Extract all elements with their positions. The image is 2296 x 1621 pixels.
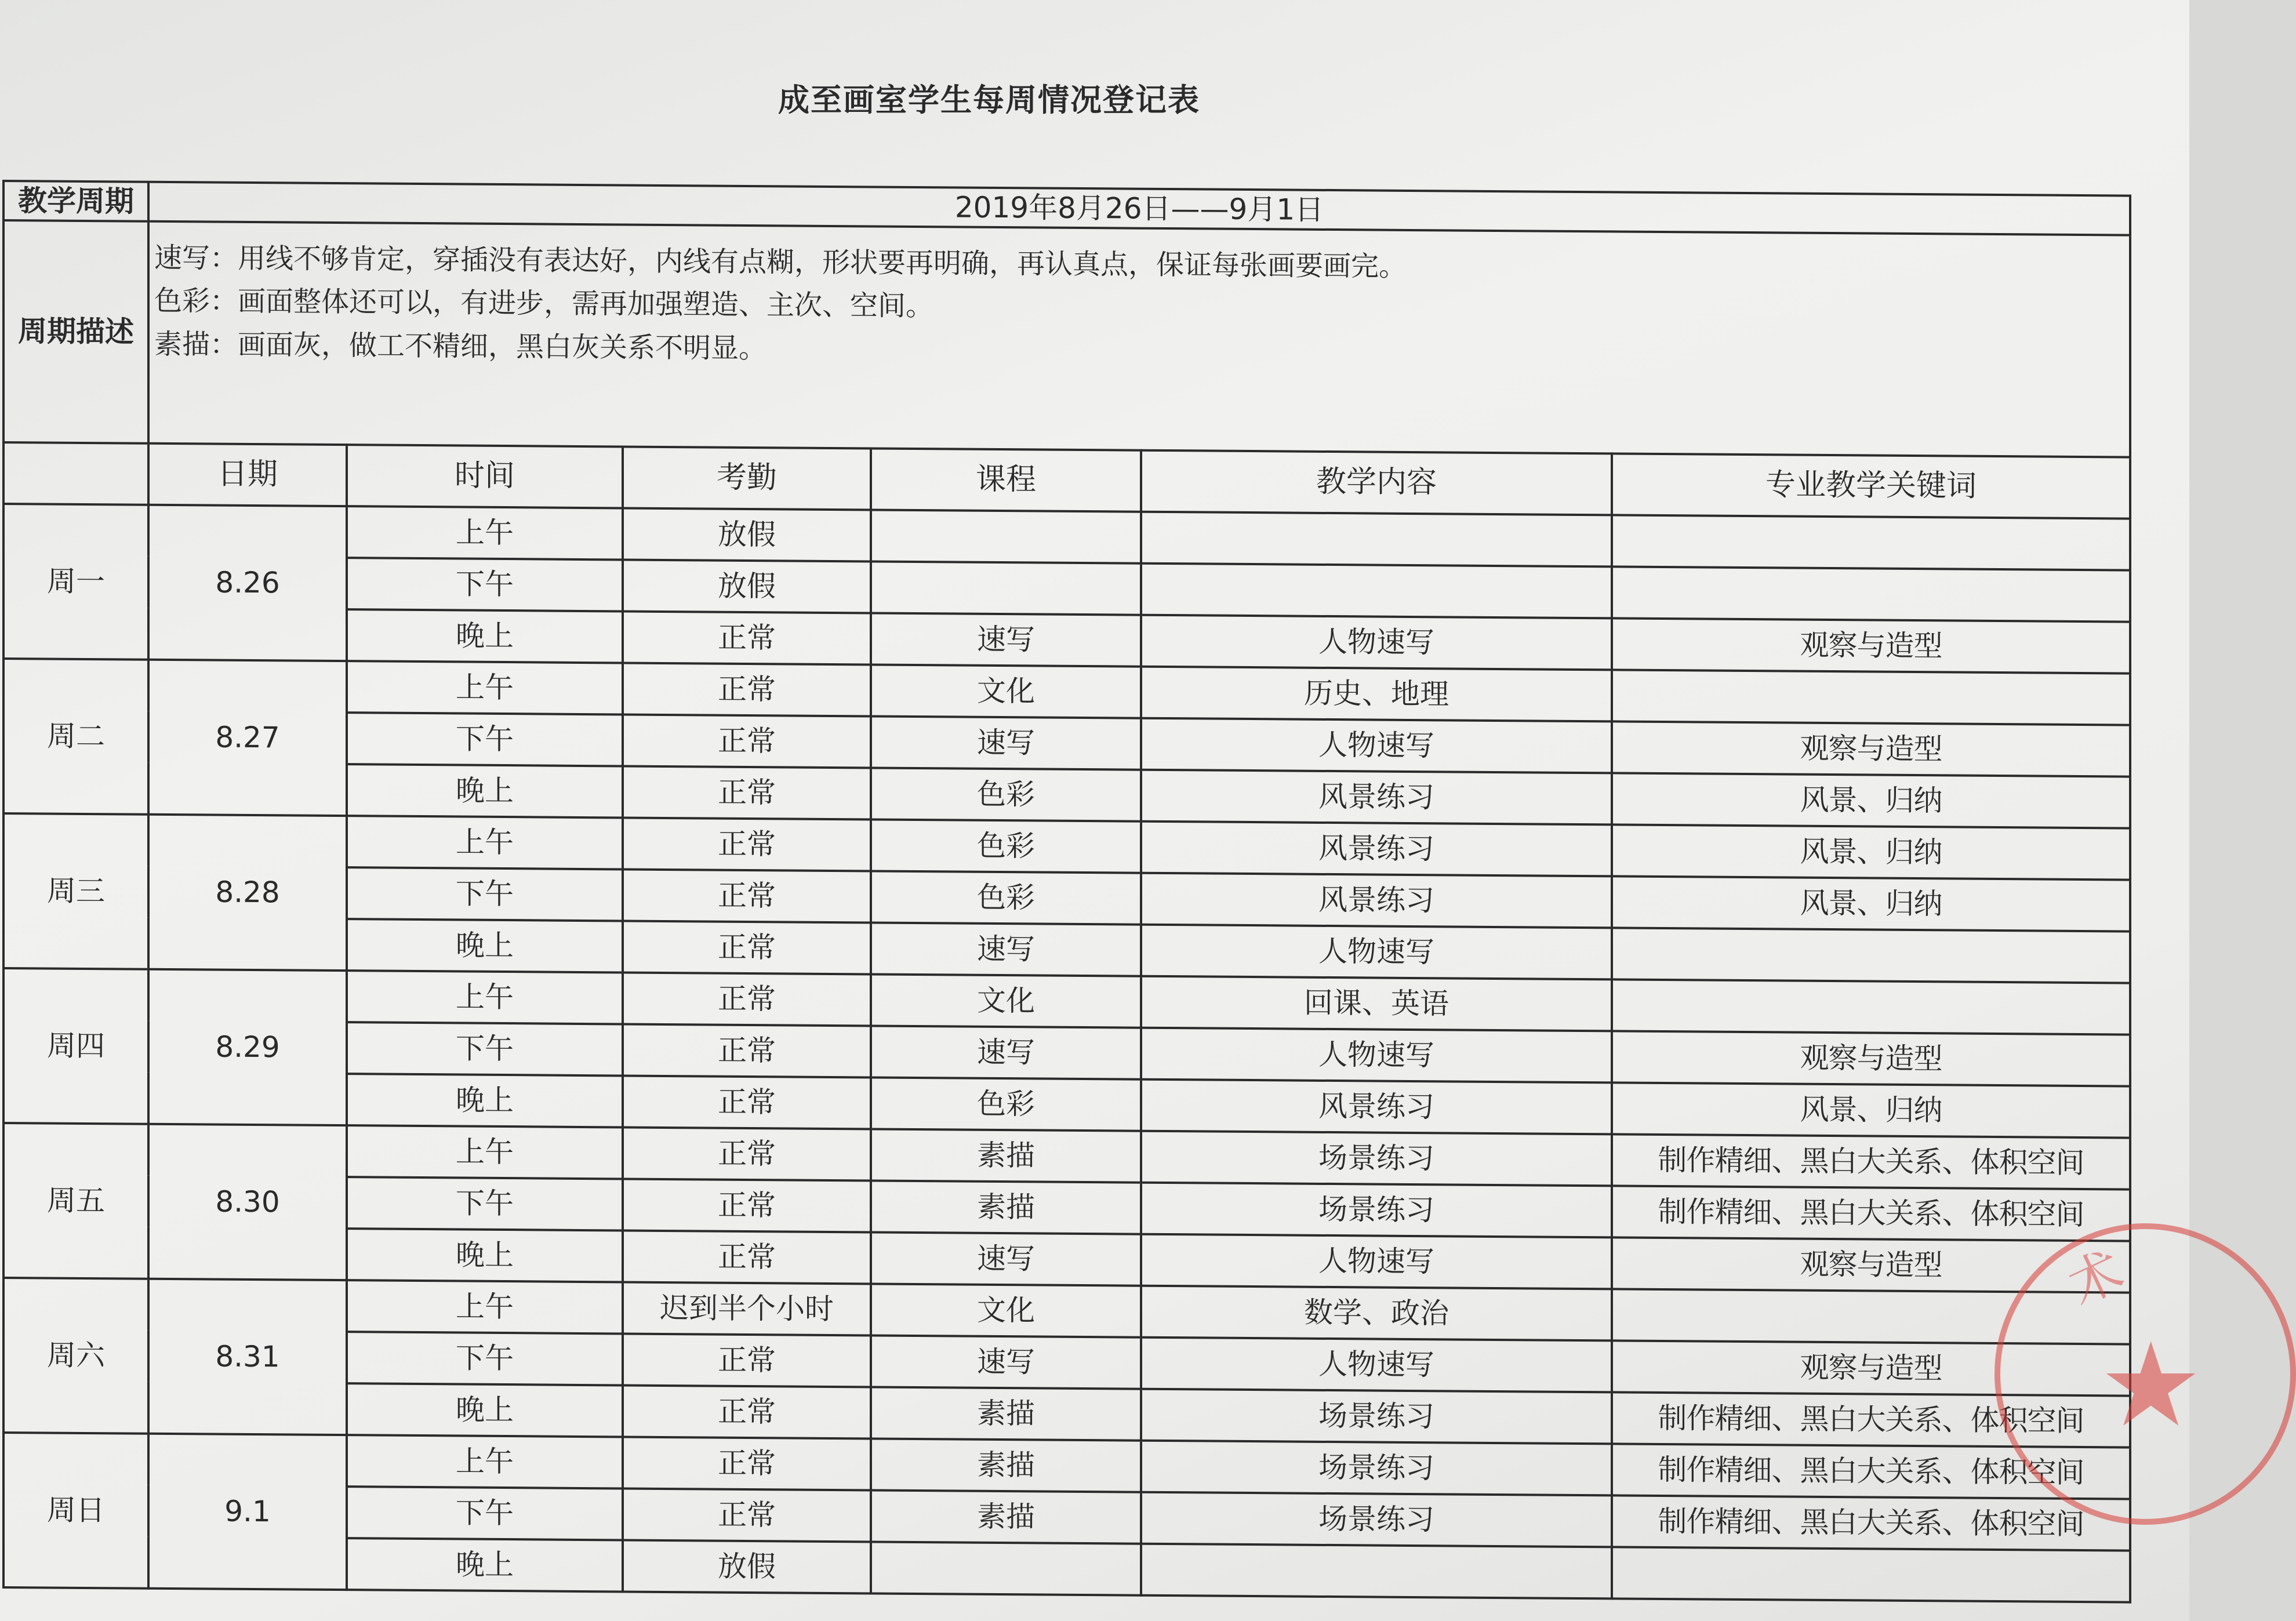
attendance-cell: 正常 xyxy=(623,1333,871,1387)
attendance-cell: 正常 xyxy=(623,766,871,819)
course-cell: 文化 xyxy=(871,664,1141,718)
time-cell: 上午 xyxy=(347,971,623,1024)
course-cell: 速写 xyxy=(871,1026,1141,1079)
content-cell: 历史、地理 xyxy=(1141,667,1612,722)
seal-character: 术 xyxy=(2059,1239,2132,1317)
date-cell: 8.26 xyxy=(148,505,347,661)
content-cell: 回课、英语 xyxy=(1141,976,1612,1031)
time-cell: 下午 xyxy=(347,1332,623,1385)
attendance-cell: 放假 xyxy=(623,559,871,613)
time-cell: 晚上 xyxy=(347,1229,623,1282)
attendance-cell: 正常 xyxy=(623,611,871,664)
content-cell: 场景练习 xyxy=(1141,1183,1612,1238)
content-cell xyxy=(1141,1544,1612,1599)
header-content: 教学内容 xyxy=(1141,450,1612,515)
attendance-cell: 正常 xyxy=(623,921,871,974)
keywords-cell: 观察与造型 xyxy=(1612,1340,2130,1395)
course-cell: 色彩 xyxy=(871,768,1141,821)
day-cell: 周二 xyxy=(3,659,148,815)
content-cell: 人物速写 xyxy=(1141,1337,1612,1393)
content-cell: 人物速写 xyxy=(1141,718,1612,773)
keywords-cell: 制作精细、黑白大关系、体积空间 xyxy=(1612,1134,2130,1189)
course-cell: 文化 xyxy=(871,1284,1141,1337)
weekly-record-table xyxy=(2,180,2131,1604)
course-cell: 速写 xyxy=(871,716,1141,769)
content-cell: 风景练习 xyxy=(1141,873,1612,928)
time-cell: 上午 xyxy=(347,506,623,559)
document-title: 成至画室学生每周情况登记表 xyxy=(778,82,1200,118)
course-cell: 速写 xyxy=(871,1232,1141,1285)
course-cell: 素描 xyxy=(871,1387,1141,1440)
time-cell: 上午 xyxy=(347,1435,623,1488)
time-cell: 下午 xyxy=(347,1022,623,1075)
content-cell: 人物速写 xyxy=(1141,1028,1612,1083)
course-cell: 素描 xyxy=(871,1180,1141,1234)
description-row xyxy=(3,220,2130,457)
time-cell: 晚上 xyxy=(347,1538,623,1591)
content-cell: 风景练习 xyxy=(1141,770,1612,825)
keywords-cell xyxy=(1612,979,2130,1034)
course-cell: 色彩 xyxy=(871,819,1141,873)
content-cell xyxy=(1141,512,1612,567)
date-cell: 8.28 xyxy=(148,815,347,971)
content-cell: 数学、政治 xyxy=(1141,1286,1612,1341)
time-cell: 下午 xyxy=(347,1177,623,1230)
time-cell: 晚上 xyxy=(347,764,623,817)
course-cell xyxy=(871,1542,1141,1595)
keywords-cell: 制作精细、黑白大关系、体积空间 xyxy=(1612,1392,2130,1447)
keywords-cell: 观察与造型 xyxy=(1612,1237,2130,1292)
keywords-cell: 制作精细、黑白大关系、体积空间 xyxy=(1612,1186,2130,1241)
attendance-cell: 正常 xyxy=(623,714,871,768)
attendance-cell: 正常 xyxy=(623,1230,871,1284)
time-cell: 晚上 xyxy=(347,609,623,663)
description-text xyxy=(148,221,2130,457)
content-cell: 场景练习 xyxy=(1141,1389,1612,1444)
content-cell: 人物速写 xyxy=(1141,1234,1612,1289)
time-cell: 上午 xyxy=(347,661,623,714)
header-keywords: 专业教学关键词 xyxy=(1612,453,2130,518)
time-cell: 下午 xyxy=(347,558,623,611)
attendance-cell: 正常 xyxy=(623,1488,871,1542)
course-cell xyxy=(871,510,1141,563)
time-cell: 上午 xyxy=(347,1280,623,1333)
time-cell: 下午 xyxy=(347,867,623,921)
keywords-cell xyxy=(1612,1547,2130,1602)
day-cell: 周一 xyxy=(3,504,148,660)
date-cell: 8.30 xyxy=(148,1124,347,1280)
keywords-cell: 观察与造型 xyxy=(1612,721,2130,776)
time-cell: 下午 xyxy=(347,1486,623,1540)
time-cell: 上午 xyxy=(347,816,623,869)
course-cell: 文化 xyxy=(871,974,1141,1027)
course-cell: 素描 xyxy=(871,1438,1141,1492)
attendance-cell: 正常 xyxy=(623,663,871,716)
header-course: 课程 xyxy=(871,448,1141,511)
date-cell: 8.27 xyxy=(148,660,347,816)
course-cell xyxy=(871,561,1141,615)
day-cell: 周日 xyxy=(3,1433,148,1589)
keywords-cell xyxy=(1612,670,2130,725)
keywords-cell: 制作精细、黑白大关系、体积空间 xyxy=(1612,1444,2130,1499)
time-cell: 晚上 xyxy=(347,1074,623,1127)
day-cell: 周三 xyxy=(3,813,148,969)
keywords-cell: 风景、归纳 xyxy=(1612,876,2130,931)
attendance-cell: 正常 xyxy=(623,817,871,871)
day-cell: 周五 xyxy=(3,1123,148,1279)
time-cell: 下午 xyxy=(347,713,623,766)
course-cell: 速写 xyxy=(871,1335,1141,1389)
period-label: 教学周期 xyxy=(3,181,148,221)
course-cell: 色彩 xyxy=(871,1077,1141,1131)
course-cell: 速写 xyxy=(871,922,1141,976)
content-cell: 场景练习 xyxy=(1141,1492,1612,1547)
header-date: 日期 xyxy=(148,444,347,506)
keywords-cell xyxy=(1612,515,2130,570)
time-cell: 晚上 xyxy=(347,1383,623,1437)
attendance-cell: 迟到半个小时 xyxy=(623,1282,871,1335)
content-cell xyxy=(1141,564,1612,619)
keywords-cell xyxy=(1612,1289,2130,1344)
content-cell: 人物速写 xyxy=(1141,925,1612,980)
keywords-cell: 制作精细、黑白大关系、体积空间 xyxy=(1612,1495,2130,1550)
header-day xyxy=(3,442,148,505)
attendance-cell: 放假 xyxy=(623,1540,871,1593)
attendance-cell: 正常 xyxy=(623,1385,871,1438)
day-cell: 周四 xyxy=(3,968,148,1124)
attendance-cell: 正常 xyxy=(623,1024,871,1077)
attendance-cell: 放假 xyxy=(623,508,871,561)
keywords-cell: 观察与造型 xyxy=(1612,1031,2130,1086)
date-cell: 8.29 xyxy=(148,969,347,1125)
content-cell: 场景练习 xyxy=(1141,1131,1612,1186)
date-cell: 9.1 xyxy=(148,1434,347,1590)
time-cell: 上午 xyxy=(347,1125,623,1179)
keywords-cell: 风景、归纳 xyxy=(1612,773,2130,828)
description-line-color: 色彩：画面整体还可以，有进步，需再加强塑造、主次、空间。 xyxy=(154,285,934,323)
attendance-cell: 正常 xyxy=(623,972,871,1026)
keywords-cell: 风景、归纳 xyxy=(1612,1082,2130,1137)
star-icon: ★ xyxy=(2099,1318,2203,1453)
course-cell: 色彩 xyxy=(871,871,1141,924)
attendance-cell: 正常 xyxy=(623,1127,871,1180)
content-cell: 人物速写 xyxy=(1141,615,1612,670)
description-line-drawing: 素描：画面灰，做工不精细，黑白灰关系不明显。 xyxy=(154,328,767,365)
time-cell: 晚上 xyxy=(347,919,623,972)
description-line-sketch: 速写：用线不够肯定，穿插没有表达好，内线有点糊，形状要再明确，再认真点，保证每张画要画完。 xyxy=(154,241,1407,283)
header-attendance: 考勤 xyxy=(623,446,871,510)
period-value: 2019年8月26日——9月1日 xyxy=(148,182,2130,235)
keywords-cell: 风景、归纳 xyxy=(1612,824,2130,879)
day-cell: 周六 xyxy=(3,1278,148,1434)
content-cell: 场景练习 xyxy=(1141,1441,1612,1496)
course-cell: 速写 xyxy=(871,613,1141,666)
description-label: 周期描述 xyxy=(3,220,148,444)
content-cell: 风景练习 xyxy=(1141,822,1612,877)
content-cell: 风景练习 xyxy=(1141,1080,1612,1135)
keywords-cell: 观察与造型 xyxy=(1612,618,2130,673)
attendance-cell: 正常 xyxy=(623,1075,871,1129)
attendance-cell: 正常 xyxy=(623,1437,871,1490)
course-cell: 素描 xyxy=(871,1129,1141,1182)
attendance-cell: 正常 xyxy=(623,1179,871,1232)
keywords-cell xyxy=(1612,928,2130,983)
date-cell: 8.31 xyxy=(148,1279,347,1435)
header-time: 时间 xyxy=(347,445,623,508)
attendance-cell: 正常 xyxy=(623,869,871,922)
course-cell: 素描 xyxy=(871,1490,1141,1543)
keywords-cell xyxy=(1612,566,2130,621)
